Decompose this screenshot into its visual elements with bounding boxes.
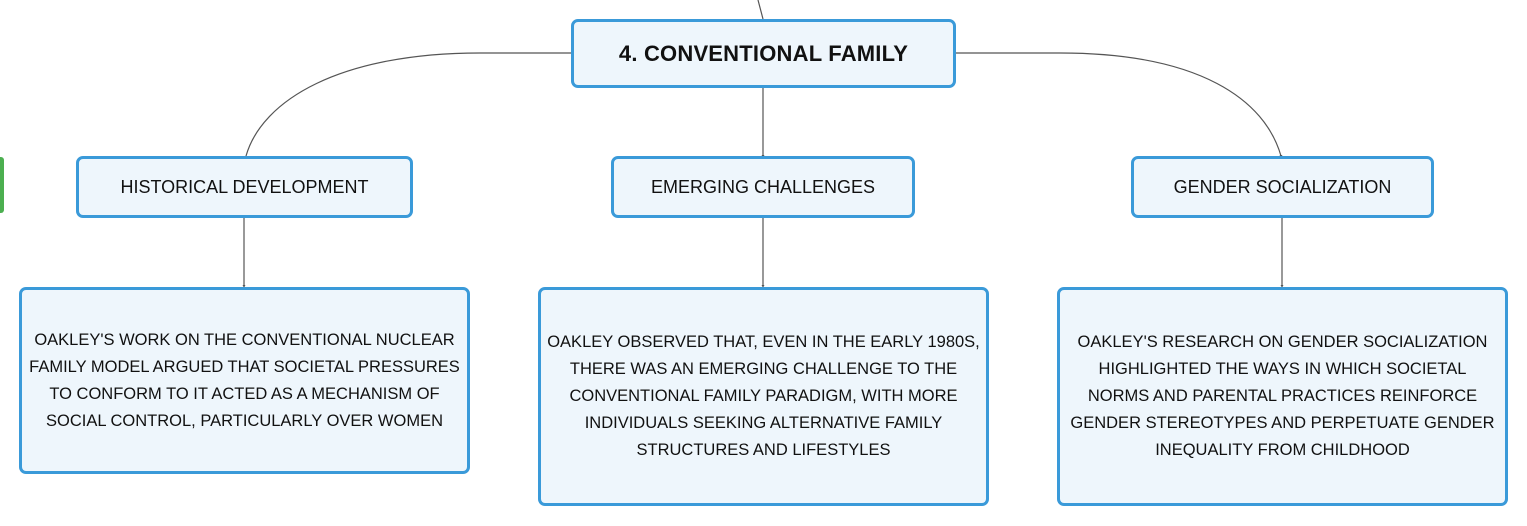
- detail-text-historical-development: OAKLEY'S WORK ON THE CONVENTIONAL NUCLEAR FAMILY MODEL ARGUED THAT SOCIETAL PRESSURES TO CONFORM TO IT ACTED AS A MECHANISM OF SOCIAL CONTROL, PARTICULARLY OVER WOMEN: [29, 330, 460, 430]
- topic-node-historical-development[interactable]: [76, 156, 413, 218]
- detail-text-gender-socialization: OAKLEY'S RESEARCH ON GENDER SOCIALIZATION HIGHLIGHTED THE WAYS IN WHICH SOCIETAL NORMS AND PARENTAL PRACTICES REINFORCE GENDER STEREOTYPES AND PERPETUATE GENDER INEQUALITY FROM CHILDHOOD: [1070, 333, 1495, 459]
- detail-node-emerging-challenges[interactable]: [538, 287, 989, 506]
- topic-label-emerging-challenges: EMERGING CHALLENGES: [650, 176, 876, 197]
- root-node[interactable]: [571, 19, 956, 88]
- root-node-label: 4. CONVENTIONAL FAMILY: [618, 40, 909, 66]
- topic-node-emerging-challenges[interactable]: [611, 156, 915, 218]
- topic-label-historical-development: HISTORICAL DEVELOPMENT: [120, 176, 369, 197]
- topic-node-gender-socialization[interactable]: [1131, 156, 1434, 218]
- side-marker: [0, 157, 4, 213]
- connector-root-to-gender: [956, 53, 1281, 156]
- detail-node-historical-development[interactable]: [19, 287, 470, 474]
- connector-root-to-historical: [246, 53, 571, 156]
- topic-label-gender-socialization: GENDER SOCIALIZATION: [1173, 176, 1392, 197]
- detail-text-emerging-challenges: OAKLEY OBSERVED THAT, EVEN IN THE EARLY 1980S, THERE WAS AN EMERGING CHALLENGE TO THE CONVENTIONAL FAMILY PARADIGM, WITH MORE INDIVIDUALS SEEKING ALTERNATIVE FAMILY STRUCTURES AND LIFESTYLES: [547, 333, 980, 459]
- connector-parent-to-root: [758, 0, 763, 19]
- detail-node-gender-socialization[interactable]: [1057, 287, 1508, 506]
